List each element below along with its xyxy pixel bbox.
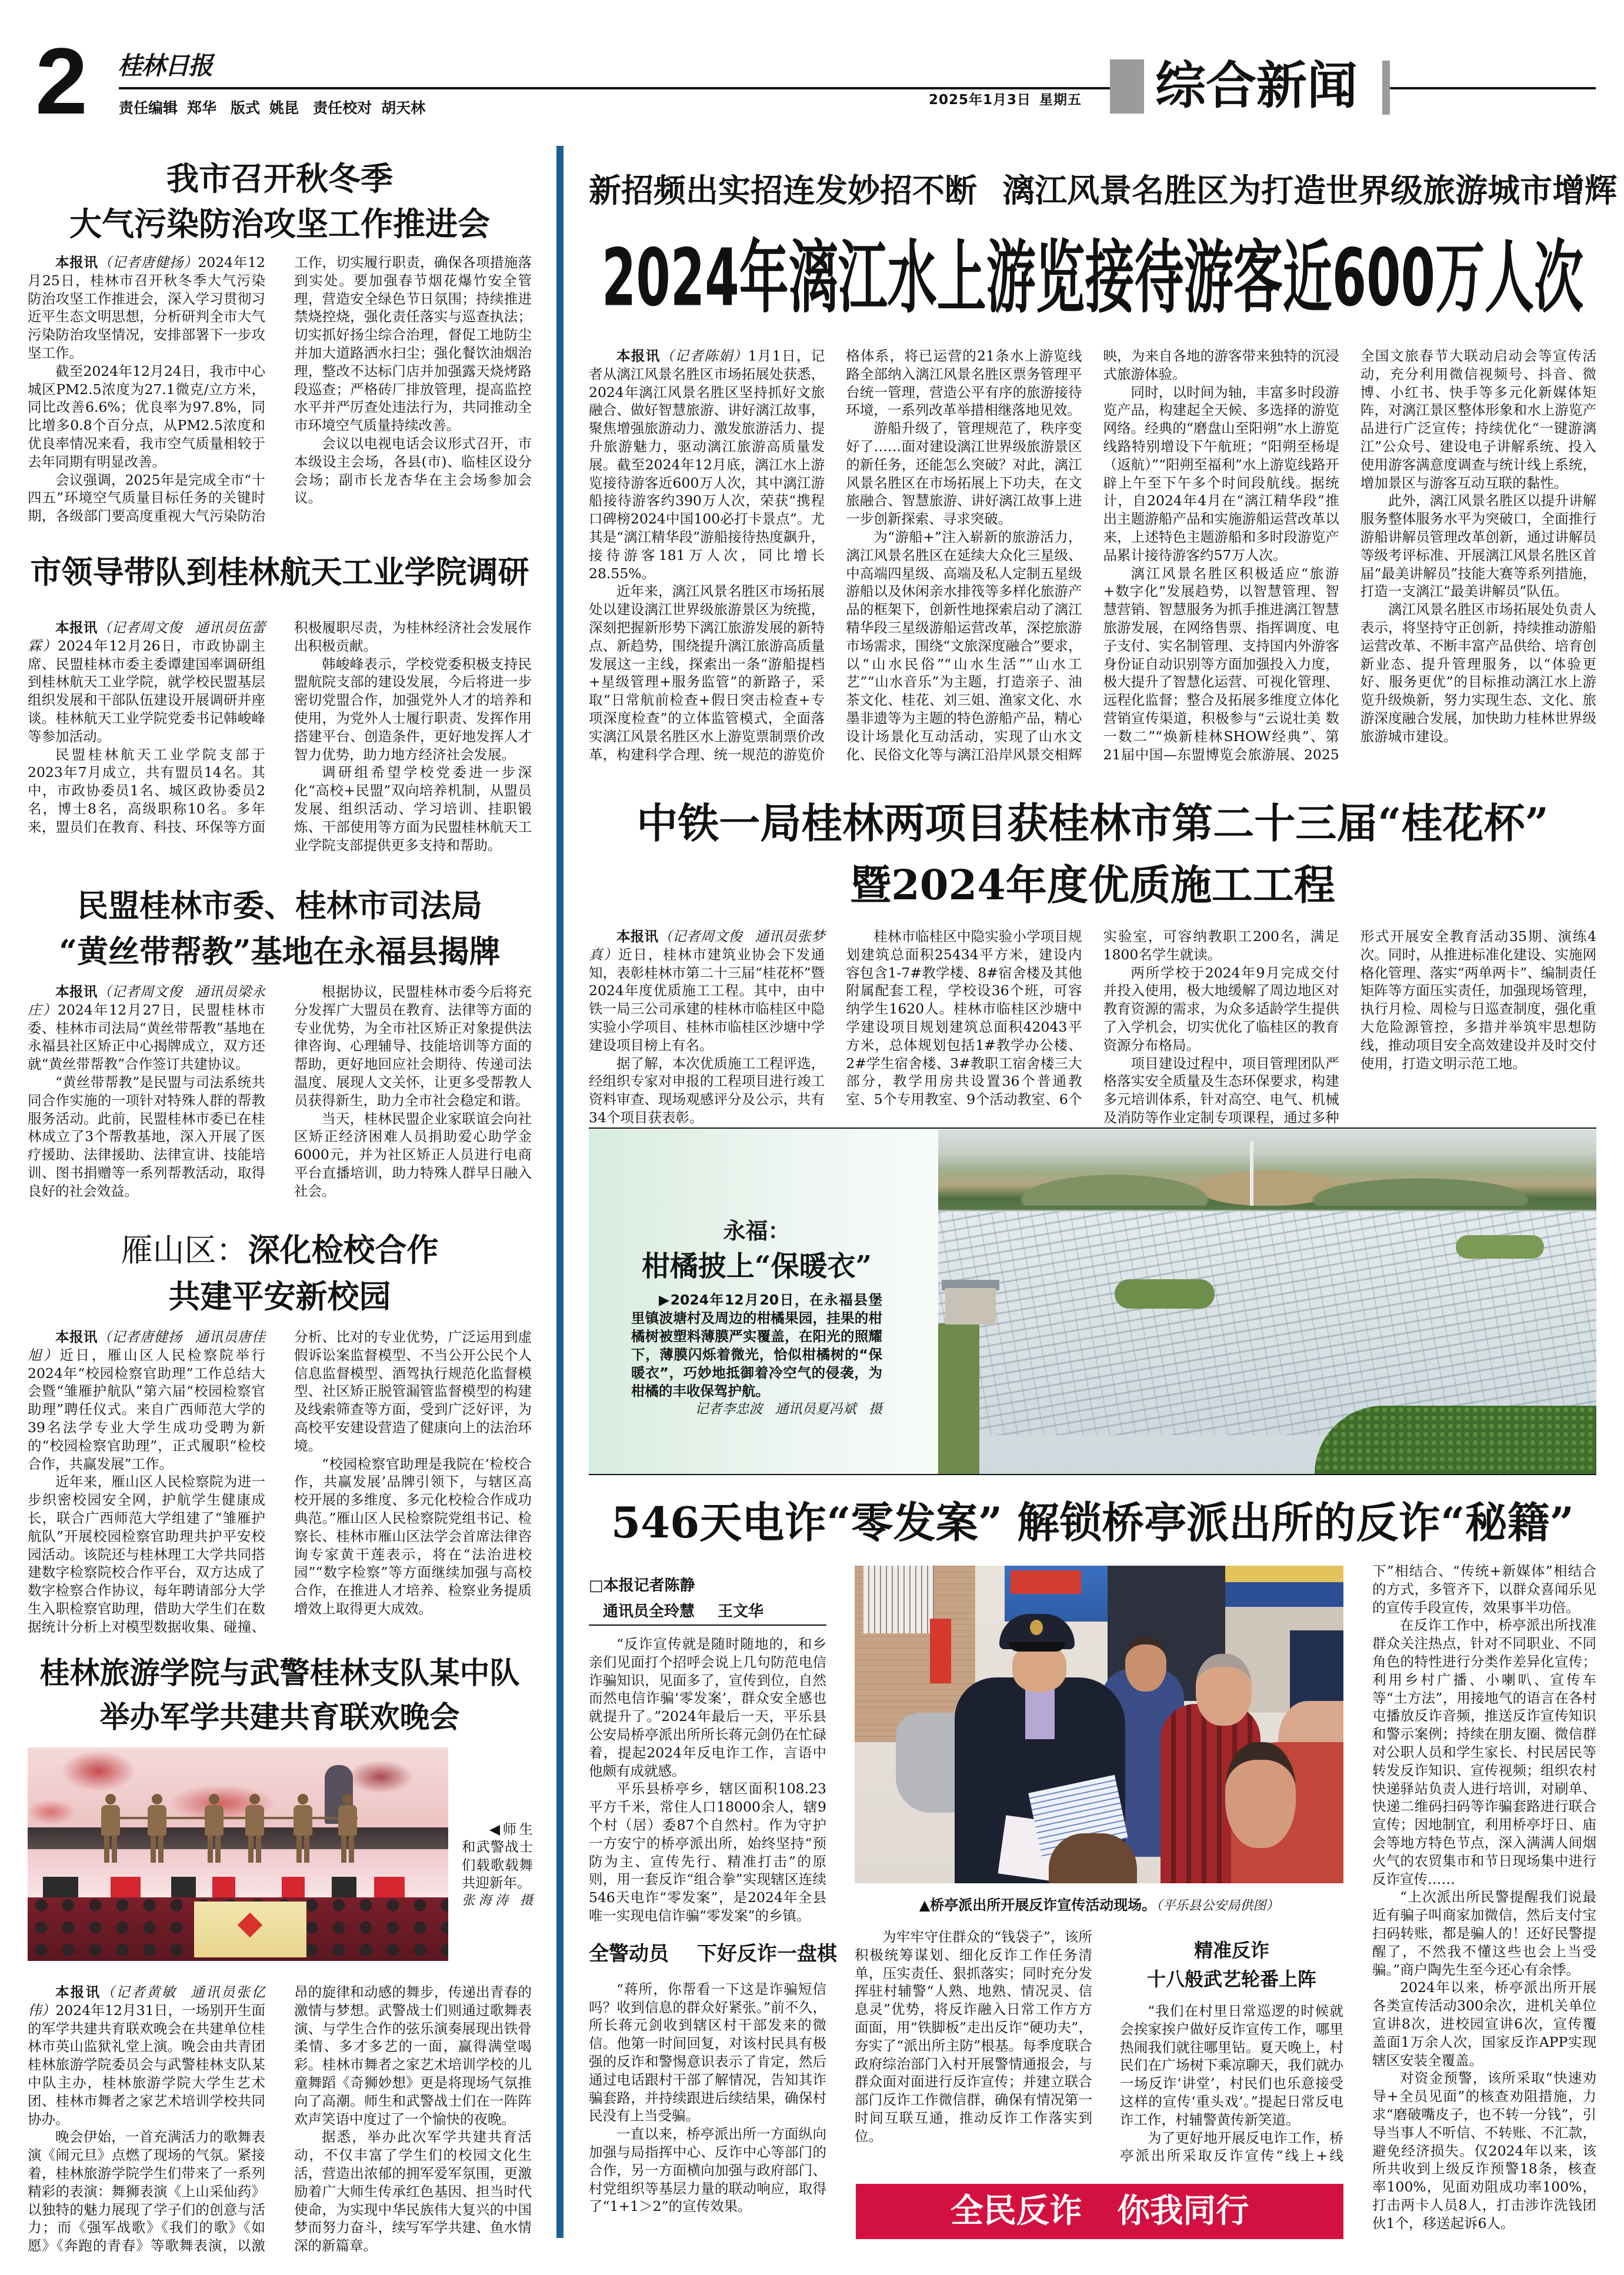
photo-police-anti-fraud-event: [855, 1566, 1343, 1883]
section-rule: [589, 1128, 1596, 1129]
cap-visor: [1009, 1642, 1065, 1652]
paragraph-text: 2024年12月26日，市政协副主席、民盟桂林市委主委谭建国率调研组到桂林航天工业学院，就学校民盟基层组织发展和干部队伍建设开展调研并座谈。桂林航天工业学院党委书记韩峻峰等参加活动。: [28, 637, 265, 745]
byline: （记者周文俊 通讯员梁永庄）: [28, 983, 265, 1018]
headline-line: “黄丝带帮教”基地在永福县揭牌: [59, 933, 501, 970]
yanshan-headline: [28, 1227, 532, 1319]
dateline-lead: 本报讯: [55, 619, 98, 636]
military-gala-headline: [28, 1652, 532, 1740]
section-title: 综合新闻: [1155, 56, 1358, 115]
paragraph: “反诈宣传就是随时随地的，和乡亲们见面打个招呼会说上几句防范电信诈骗知识，见面多了，宣传到位，自然而然电信诈骗‘零发案’，群众安全感也就提升了。”2024年最后一天，平乐县公安局桥亭派出所所长蒋元剑仍在忙碌着，提起2024年反电诈工作，言语中他颇有成就感。: [589, 1636, 826, 1779]
photo-orchard-covered-trees: [938, 1129, 1596, 1475]
spacer: [589, 1626, 826, 1635]
green-patch: [1456, 1235, 1544, 1259]
window-grille: [863, 1566, 934, 1633]
officer-shirt: [1025, 1686, 1055, 1739]
performer: [294, 1805, 312, 1836]
paragraph: 一直以来，桥亭派出所一方面纵向加强与局指挥中心、反诈中心等部门的合作，另一方面横向加强与政府部门、村党组织等基层力量的联动响应，取得了“1+1＞2”的宣传效果。: [589, 2126, 826, 2215]
air-pollution-body: [28, 253, 532, 525]
subheading: [1120, 1936, 1343, 1994]
paragraph: 截至2024年12月24日，我市中心城区PM2.5浓度为27.1微克/立方米，同比改善6.6%；优良率为97.8%，同比增多0.8个百分点，从PM2.5浓度和优良率情况来看，我市空气质量相较于去年同期有明显改善。: [28, 362, 265, 470]
paragraph: 两所学校于2024年9月完成交付并投入使用，极大地缓解了周边地区对教育资源的需求，为众多适龄学生提供了入学机会，切实优化了临桂区的教育资源分布格局。: [1103, 964, 1339, 1053]
paragraph: 会议强调，2025年是完成全市“十四五”环境空气质量目标任务的关键时期，各级部门要高度重视大气污染防治工作，切实履行职责，确保各项措施落到实处。要加强春节烟花爆竹安全管理，营造安全绿色节日氛围；持续推进禁烧控烧，强化责任落实与巡查执法；切实抓好扬尘综合治理，督促工地防尘并加大道路洒水扫尘；强化餐饮油烟治理，整改不达标门店并加强露天烧烤路段巡查；严格砖厂排放管理，提高监控水平并严厉查处违法行为，共同推动全市环境空气质量持续改善。: [28, 254, 532, 525]
paragraph: 平乐县桥亭乡，辖区面积108.23平方千米，常住人口18000余人，辖9个村（居）委87个自然村。作为守护一方安宁的桥亭派出所，始终坚持“预防为主、宣传先行、精准打击”的原则，用一套反诈“组合拳”实现辖区连续546天电诈“零发案”，是2024年全县唯一实现电信诈骗“零发案”的乡镇。: [589, 1780, 826, 1924]
crec-headline: [589, 792, 1596, 916]
byline-block: [589, 1573, 826, 1626]
headline-main: 深化检校合作: [248, 1231, 439, 1269]
paragraph-text: 2024年12月25日，桂林市召开秋冬季大气污染防治攻坚工作推进会，深入学习贯彻习近平生态文明思想，分析研判全市大气污染防治攻坚情况，安排部署下一步攻坚工作。: [28, 254, 266, 361]
photo-caption: [855, 1895, 1343, 1916]
headline-line: 大气污染防治攻坚工作推进会: [69, 205, 490, 243]
farm-house: [945, 1288, 996, 1325]
photo-subtitle: 柑橘披上“保暖衣”: [641, 1250, 872, 1283]
yanshan-body: [28, 1328, 532, 1636]
paragraph-text: 2024年12月31日，一场别开生面的军学共建共育联欢晚会在共建单位桂林市英山监狱礼堂上演。晚会由共青团桂林旅游学院委员会与武警桂林支队某中队主办，桂林旅游学院大学生艺术团、桂林市舞者之家艺术培训学校共同协办。: [28, 2002, 265, 2127]
air-pollution-headline: [28, 156, 532, 246]
paragraph: 下”相结合、“传统+新媒体”相结合的方式，多管齐下，以群众喜闻乐见的宣传手段宣传，效果事半功倍。: [1372, 1563, 1596, 1616]
paragraph: 对资金预警，该所采取“快速劝导+全员见面”的核查劝阻措施，力求“磨破嘴皮子，也不转一分钱”，引导当事人不听信、不转账、不汇款，避免经济损失。仅2024年以来，该所共收到上级反诈预警18条，核查率100%，见面劝阻成功率100%，打击两卡人员8人，打击涉诈洗钱团伙1个，移送起诉6人。: [1372, 2070, 1596, 2231]
paragraph: [28, 983, 265, 1073]
staff-name: 胡天林: [381, 99, 426, 116]
anti-fraud-column-2: [855, 1928, 1092, 2146]
paragraph: “上次派出所民警提醒我们说最近有骗子叫商家加微信，然后支付宝扫码转账，都是骗人的！还好民警提醒了，不然我不懂这些也会上当受骗。”商户陶先生至今还心有余悸。: [1372, 1889, 1596, 1978]
paragraph: 为“游船+”注入崭新的旅游活力，漓江风景名胜区在延续大众化三星级、中高端四星级、高端及私人定制五星级游船以及休闲亲水排筏等多样化旅游产品的框架下，创新性地探索启动了漓江精华段三星级游船运营改革，深挖旅游市场需求，围绕“文旅深度融合”要求，以“山水民俗”“山水生活”“山水工艺”“山水音乐”为主题，打造亲子、油茶文化、桂花、刘三姐、渔家文化、水墨非遗等为主题的特色游船产品，精心设计场景化互动活动，实现了山水文化、民俗文化等与漓江沿岸风景交相辉映，为来自各地的游客带来独特的沉浸式旅游体验。: [846, 348, 1339, 763]
villager-head: [1225, 1742, 1296, 1848]
crec-body: [589, 928, 1596, 1127]
villager-head: [1125, 1636, 1166, 1692]
subheading-line: 精准反诈: [1193, 1939, 1269, 1962]
dateline-lead: 本报讯: [55, 1984, 101, 2000]
paragraph: 漓江风景名胜区积极适应“旅游+数字化”发展趋势，以智慧管理、智慧营销、智慧服务为抓手推进漓江智慧旅游发展，在网络售票、指挥调度、电子支付、实名制管理、支持国内外游客身份证自动识别等方面加强投入力度，极大提升了智慧化运营、可视化管理、远程化监督；整合及拓展多维度立体化营销宣传渠道，积极参与“云说壮美 数一数二”“焕新桂林SHOW经典”、第21届中国—东盟博览会旅游展、2025全国文旅春节大联动启动会等宣传活动，充分利用微信视频号、抖音、微博、小红书、快手等多元化新媒体矩阵，对漓江景区整体形象和水上游览产品进行广泛宣传；持续优化“一键游漓江”公众号、建设电子讲解系统、投入使用游客满意度调查与统计线上系统，增加景区与游客互动互联的黏性。: [1103, 348, 1596, 763]
byline: （记者唐健扬）: [98, 254, 198, 271]
paragraph: 此外，漓江风景名胜区以提升讲解服务整体服务水平为突破口，全面推行游船讲解员管理改革创新，通过讲解员等级考评标准、开展漓江风景名胜区首届“最美讲解员”技能大赛等系列措施，打造一支漓江“最美讲解员”队伍。: [1360, 492, 1596, 600]
headline-line: 桂林旅游学院与武警桂林支队某中队: [39, 1656, 520, 1691]
villager-head: [1049, 1833, 1137, 1883]
subheading: 全警动员 下好反诈一盘棋: [589, 1942, 837, 1966]
performer: [205, 1805, 224, 1836]
section-bar-left: [1110, 59, 1144, 114]
headline-line: 举办军学共建共育联欢晚会: [99, 1700, 460, 1735]
paragraph: [28, 1983, 265, 2128]
issue-date: [929, 92, 1082, 108]
photo-credit: 张海涛 摄: [462, 1893, 533, 1908]
paragraph: 桂林市临桂区中隐实验小学项目规划建筑总面积25434平方米，建设内容包含1-7#教学楼、8#宿舍楼及其他附属配套工程，学校设36个班，可容纳学生1620人。桂林市临桂区沙塘中学建设项目规划建筑总面积42043平方米，总体规划包括1#教学办公楼、2#学生宿舍楼、3#教职工宿舍楼三大部分，教学用房共设置36个普通教室、5个专用教室、9个活动教室、6个实验室，可容纳教职工200名，满足1800名学生就读。: [846, 928, 1339, 1108]
byline: （记者周文俊 通讯员伍蕾霖）: [28, 619, 265, 654]
paragraph: 2024年以来，桥亭派出所开展各类宣传活动300余次，进机关单位宣讲8次，进校园宣讲6次，宣传覆盖面1万余人次，国家反诈APP实现辖区安装全覆盖。: [1372, 1979, 1596, 2069]
page-number: 2: [35, 28, 88, 134]
dateline-lead: 本报讯: [55, 1329, 98, 1345]
stage-backdrop-band: [28, 1827, 448, 1849]
military-gala-body: [28, 1983, 532, 2255]
staff-role: 责任编辑: [119, 99, 178, 116]
lead-story-headline: 2024年漓江水上游览接待游客近600万人次: [601, 231, 1584, 324]
staff-credits: [119, 99, 425, 117]
date-text: 2025年1月3日: [929, 92, 1032, 108]
anti-fraud-column-4: [1372, 1562, 1596, 2232]
paragraph: “我们在村里日常巡逻的时候就会挨家挨户做好反诈宣传工作，哪里热闹我们就往哪里钻。夏天晚上，村民们在广场树下乘凉聊天，我们就办一场反诈‘讲堂’，村民们也乐意接受这样的宣传‘重头戏’。”提起日常反电诈工作，村辅警黄传新笑道。: [1120, 2003, 1343, 2128]
aerospace-body: [28, 619, 532, 854]
paragraph: 近年来，漓江风景名胜区市场拓展处以建设漓江世界级旅游景区为统揽，深刻把握新形势下漓江旅游发展的新特点、新趋势，围绕提升漓江旅游高质量发展这一主线，探索出一条“游船提档+星级管理+服务监管”的新路子，采取“日常航前检查+假日突击检查+专项深度检查”的立体监管模式，全面落实漓江风景名胜区水上游览票制票价改革，构建科学合理、统一规范的游览价格体系，将已运营的21条水上游览线路全部纳入漓江风景名胜区票务管理平台统一管理，营造公平有序的旅游接待环境，一系列改革举措相继落地见效。: [589, 348, 1082, 763]
officer-face: [1012, 1645, 1066, 1692]
paragraph: 在反诈工作中，桥亭派出所找准群众关注热点，针对不同职业、不同角色的特性进行分类作差异化宣传；利用乡村广播、小喇叭、宣传车等“土方法”，用接地气的语言在各村屯播放反诈音频，推送反诈宣传知识和警示案例；持续在朋友圈、微信群对公职人员和学生家长、村民居民等转发反诈知识、宣传视频；组织农村快递驿站负责人进行培训，对刷单、快递二维码扫码等诈骗套路进行联合宣传；因地制宜，利用桥亭圩日、庙会等地方特色节点，深入满满人间烟火气的农贸集市和节日现场集中进行反诈宣传……: [1372, 1617, 1596, 1887]
anti-fraud-column-1: [589, 1573, 837, 2216]
distant-hills: [938, 1135, 1596, 1206]
dateline-lead: 本报讯: [616, 928, 659, 945]
staff-role: 版式: [231, 99, 261, 116]
paragraph: 民盟桂林航天工业学院支部于2023年7月成立，共有盟员14名。其中，市政协委员1名、城区政协委员2名，博士8名，高级职称10名。多年来，盟员们在教育、科技、环保等方面积极履职尽责，为桂林经济社会发展作出积极贡献。: [28, 619, 532, 835]
green-patch: [938, 1323, 979, 1475]
paragraph: 游船升级了，管理规范了，秩序变好了……面对建设漓江世界级旅游景区的新任务，还能怎么突破？对此，漓江风景名胜区在市场拓展上下功夫，在文旅融合、智慧旅游、讲好漓江故事上进一步创新探索、寻求突破。: [846, 420, 1082, 528]
photo-title: 永福：: [723, 1217, 791, 1244]
masthead-rule-right: [1390, 87, 1596, 89]
paragraph: 韩峻峰表示，学校党委积极支持民盟航院支部的建设发展，今后将进一步密切党盟合作，加强党外人才的培养和使用，为党外人士履行职责、发挥作用搭建平台、创造条件，更好地发挥人才智力优势，助力地方经济社会发展。: [294, 655, 532, 763]
headline-line: 中铁一局桂林两项目获桂林市第二十三届“桂花杯”: [636, 799, 1549, 848]
subheading-line: 十八般武艺轮番上阵: [1146, 1968, 1316, 1990]
paragraph-text: 1月1日，记者从漓江风景名胜区市场拓展处获悉，2024年漓江风景名胜区坚持抓好文旅融合、做好智慧旅游、讲好漓江故事，聚焦增强旅游动力、激发旅游活力、提升旅游魅力，驱动漓江旅游高质量发展。截至2024年12月底，漓江水上游览接待游客近600万人次，其中漓江游船接待游客约390万人次，荣获“携程口碑榜2024中国100必打卡景点”。尤其是“漓江精华段”游船接待热度飙升，接待游客181万人次，同比增长28.55%。: [589, 348, 825, 582]
paragraph: “蒋所，你帮看一下这是诈骗短信吗？收到信息的群众好紧张。”前不久，所长蒋元剑收到辖区村干部发来的微信。他第一时间回复，对该村民具有极强的反诈和警惕意识表示了肯定，然后通过电话跟村干部了解情况，告知其诈骗套路，并持续跟进后续结果，确保村民没有上当受骗。: [589, 1980, 826, 2124]
headline-line: 我市召开秋冬季: [166, 159, 393, 198]
paragraph: [589, 928, 825, 1055]
yellow-ribbon-headline: [28, 883, 532, 975]
paragraph-text: 2024年12月27日，民盟桂林市委、桂林市司法局“黄丝带帮教”基地在永福县社区矫正中心揭牌成立，双方还就“黄丝带帮教”合作签订共建协议。: [28, 1001, 265, 1073]
paragraph: 晚会伊始，一首充满活力的歌舞表演《闹元旦》点燃了现场的气氛。紧接着，桂林旅游学院学生们带来了一系列精彩的表演：舞狮表演《上山采仙药》以独特的魅力展现了学子们的创意与活力；而《强军战歌》《我们的歌》《如愿》《奔跑的青春》等歌舞表演，以激昂的旋律和动感的舞步，传递出青春的激情与梦想。武警战士们则通过歌舞表演、与学生合作的弦乐演奏展现出铁骨柔情、多才多艺的一面，赢得满堂喝彩。桂林市舞者之家艺术培训学校的儿童舞蹈《奇狮妙想》更是将现场气氛推向了高潮。师生和武警战士们在一阵阵欢声笑语中度过了一个愉快的夜晚。: [28, 1984, 532, 2254]
byline-correspondents: 通讯员全玲慧 王文华: [603, 1603, 764, 1620]
staff-name: 姚昆: [269, 99, 299, 116]
paragraph: 会议以电视电话会议形式召开，市本级设主会场，各县(市)、临桂区设分会场；副市长龙杏华在主会场参加会议。: [294, 435, 532, 506]
aerospace-headline: 市领导带队到桂林航天工业学院调研: [30, 554, 529, 591]
stage-screen: [28, 1747, 448, 1827]
anti-fraud-column-3: [1120, 1936, 1343, 2165]
byline: （记者黄敏 通讯员张亿伟）: [28, 1984, 265, 2019]
section-bar-right: [1382, 61, 1390, 115]
staff-name: 郑华: [187, 99, 217, 116]
dateline-lead: 本报讯: [616, 348, 661, 364]
anti-fraud-slogan-banner: 全民反诈 你我同行: [856, 2184, 1343, 2239]
headline-line: [28, 1227, 532, 1273]
paragraph: 漓江风景名胜区市场拓展处负责人表示，将坚持守正创新，持续推动游船运营改革、不断丰富产品供给、培育创新业态、提升管理服务，以“体验更好、服务更优”的目标推动漓江水上游览升级焕新，努力实现生态、文化、旅游深度融合发展，加快助力桂林世界级旅游城市建设。: [1360, 601, 1596, 745]
masthead-rule-left: [119, 87, 1110, 89]
shop-sign: [930, 1619, 951, 1683]
performer: [245, 1805, 264, 1836]
paragraph: 据悉，举办此次军学共建共育活动，不仅丰富了学生们的校园文化生活，营造出浓郁的拥军爱军氛围，更激励着广大师生传承红色基因、担当时代使命，为实现中华民族伟大复兴的中国梦而努力奋斗，续写军学共建、鱼水情深的新篇章。: [294, 2129, 532, 2254]
headline-line: 共建平安新校园: [168, 1277, 391, 1315]
column-divider: [556, 146, 563, 2238]
paragraph: 据了解，本次优质施工工程评选，经组织专家对申报的工程项目进行竣工资料审查、现场观感评分及公示，共有34个项目获表彰。: [589, 1055, 825, 1126]
byline-reporter: □本报记者陈静: [589, 1577, 695, 1594]
dateline-lead: 本报讯: [55, 983, 98, 1000]
paragraph: 调研组希望学校党委进一步深化“高校+民盟”双向培养机制，从盟员发展、组织活动、学习培训、挂职锻炼、干部使用等方面为民盟桂林航天工业学院支部提供更多支持和帮助。: [294, 764, 532, 853]
photo-caption-box: [589, 1129, 938, 1475]
paragraph: [28, 1328, 265, 1473]
performer: [148, 1805, 166, 1836]
paragraph-text: 近日，桂林市建筑业协会下发通知，表彰桂林市第二十三届“桂花杯”暨2024年度优质施工工程。其中，由中铁一局三公司承建的桂林市临桂区中隐实验小学项目、桂林市临桂区沙塘中学建设项目榜上有名。: [589, 946, 825, 1053]
performer: [101, 1805, 120, 1836]
paragraph: 同时，以时间为轴，丰富多时段游览产品，构建起全天候、多选择的游览网络。经典的“磨盘山至阳朔”水上游览线路特别增设下午航班；“阳朔至杨堤（返航）”“阳朔至福利”水上游览线路开辟上午至下午多个时间段航线。据统计，自2024年4月在“漓江精华段”推出主题游船产品和实施游船运营改革以来，上述特色主题游船和多时段游览产品累计接待游客约57万人次。: [1103, 383, 1339, 563]
headline-prefix: 雁山区：: [121, 1232, 248, 1269]
performer: [338, 1805, 357, 1836]
dateline-lead: 本报讯: [55, 254, 98, 271]
byline: （记者陈娟）: [660, 348, 748, 364]
photo-caption: ◀师生和武警战士们载歌载舞共迎新年。: [462, 1821, 533, 1892]
paragraph: 项目建设过程中，项目管理团队严格落实安全质量及生态环保要求，构建多元培训体系，针对高空、电气、机械及消防等作业定制专项课程，通过多种形式开展安全教育活动35期、演练4次。同时，从推进标准化建设、实施网格化管理、落实“两单两卡”、编制责任矩阵等方面压实责任，加强现场管理，执行月检、周检与日巡查制度，强化重大危险源管控，多措并举筑牢思想防线，推动项目安全高效建设并及时交付使用，打造文明示范工地。: [1103, 928, 1596, 1126]
green-patch: [1115, 1279, 1215, 1309]
caption-text: ▲桥亭派出所开展反诈宣传活动现场。: [919, 1897, 1156, 1913]
byline: （记者唐健扬 通讯员唐佳旭）: [28, 1329, 265, 1363]
red-signboard: [1011, 1570, 1081, 1594]
staff-role: 责任校对: [313, 99, 372, 116]
stall-awning: [1225, 1566, 1343, 1607]
front-table: [194, 1902, 306, 1957]
photo-dance-performance: [28, 1747, 448, 1961]
cap-badge: [1030, 1620, 1043, 1635]
paragraph: 近年来，雁山区人民检察院为进一步织密校园安全网，护航学生健康成长，联合广西师范大学组建了“雏雁护航队”开展校园检察官助理共护平安校园活动。该院还与桂林理工大学共同搭建数字检察院校合作平台，双方达成了数字检察合作协议，每年聘请部分大学生入职检察官助理，借助大学生们在数据统计分析上对模型数据收集、碰撞、分析、比对的专业优势，广泛运用到虚假诉讼案监督模型、不当公开公民个人信息监督模型、酒驾执行规范化监督模型、社区矫正脱管漏管监督模型的构建及线索筛查等方面，受到广泛好评，为高校平安建设营造了健康向上的法治环境。: [28, 1329, 532, 1635]
paragraph: 为牢牢守住群众的“钱袋子”，该所积极统筹谋划、细化反诈工作任务清单，压实责任、狠抓落实；同时充分发挥驻村辅警“人熟、地熟、情况灵、信息灵”优势，将反诈融入日常工作方方面面，用“铁脚板”走出反诈“硬功夫”，夯实了“派出所主防”根基。每季度联合政府综治部门入村开展警情通报会，与群众面对面进行反诈宣传；并建立联合部门反诈工作微信群，确保有情况第一时间互联互通，推动反诈工作落实到位。: [855, 1929, 1092, 2144]
villager-head: [1196, 1654, 1252, 1726]
paragraph: [589, 347, 825, 582]
photo-credit: 记者李忠波 通讯员夏冯斌 摄: [695, 1402, 882, 1417]
paragraph: 为了更好地开展反电诈工作，桥亭派出所采取反诈宣传“线上+线: [1120, 2129, 1343, 2164]
photo-bottom-rule: [589, 1474, 1596, 1475]
byline: （记者周文俊 通讯员张梦真）: [589, 928, 825, 963]
paragraph: “黄丝带帮教”是民盟与司法系统共同合作实施的一项针对特殊人群的帮教服务活动。此前，民盟桂林市委已在桂林成立了3个帮教基地，深入开展了医疗援助、法律援助、法律宣讲、技能培训、图书捐赠等一系列帮教活动，取得良好的社会效益。: [28, 1073, 265, 1199]
paragraph: [28, 253, 265, 362]
power-tower: [1250, 1141, 1253, 1206]
headline-line: 民盟桂林市委、桂林市司法局: [77, 888, 482, 924]
photo-caption: ▶2024年12月20日，在永福县堡里镇波塘村及周边的柑橘果园，挂果的柑橘树被塑料薄膜严实覆盖，在阳光的照耀下，薄膜闪烁着微光，恰似柑橘树的“保暖衣”，巧妙地抵御着冷空气的侵袭，为柑橘的丰收保驾护航。: [631, 1292, 882, 1399]
lead-story-kicker: 新招频出实招连发妙招不断 漓江风景名胜区为打造世界级旅游城市增辉: [589, 171, 1618, 209]
weekday-text: 星期五: [1039, 92, 1082, 108]
paragraph: 根据协议，民盟桂林市委今后将充分发挥广大盟员在教育、法律等方面的专业优势，为全市社区矫正对象提供法律咨询、心理辅导、技能培训等方面的帮助，更好地回应社会期待、传递司法温度、展现人文关怀，让更多受帮教人员获得新生，助力全市社会稳定和谐。: [294, 983, 532, 1109]
newspaper-logo: 桂林日报: [118, 51, 212, 80]
headline-line: 暨2024年度优质施工工程: [850, 860, 1335, 909]
anti-fraud-headline: 546天电诈“零发案” 解锁桥亭派出所的反诈“秘籍”: [611, 1497, 1575, 1547]
paragraph: 当天，桂林民盟企业家联谊会向社区矫正经济困难人员捐助爱心助学金6000元，并为社区矫正人员进行电商平台直播培训，助力特殊人群早日融入社会。: [294, 1110, 532, 1199]
paragraph: [28, 619, 265, 746]
green-trees: [1315, 1406, 1596, 1475]
photo-credit: （平乐县公安局供图）: [1156, 1899, 1279, 1913]
lead-story-body: [589, 347, 1596, 763]
yellow-ribbon-body: [28, 983, 532, 1200]
paragraph: “校园检察官助理是我院在‘检校合作，共赢发展’品牌引领下，与辖区高校开展的多维度、多元化校检合作成功典范。”雁山区人民检察院党组书记、检察长、桂林市雁山区法学会首席法律咨询专家黄干莲表示，将在“法治进校园”“数字检察”等方面继续加强与高校合作，在推进人才培养、检察业务提质增效上取得更大成效。: [294, 1455, 532, 1617]
paragraph-text: 近日，雁山区人民检察院举行2024年“校园检察官助理”工作总结大会暨“雏雁护航队”第六届“校园检察官助理”聘任仪式。来自广西师范大学的39名法学专业大学生成功受聘为新的“校园检察官助理”，正式履职“检校合作，共赢发展”工作。: [28, 1346, 266, 1472]
